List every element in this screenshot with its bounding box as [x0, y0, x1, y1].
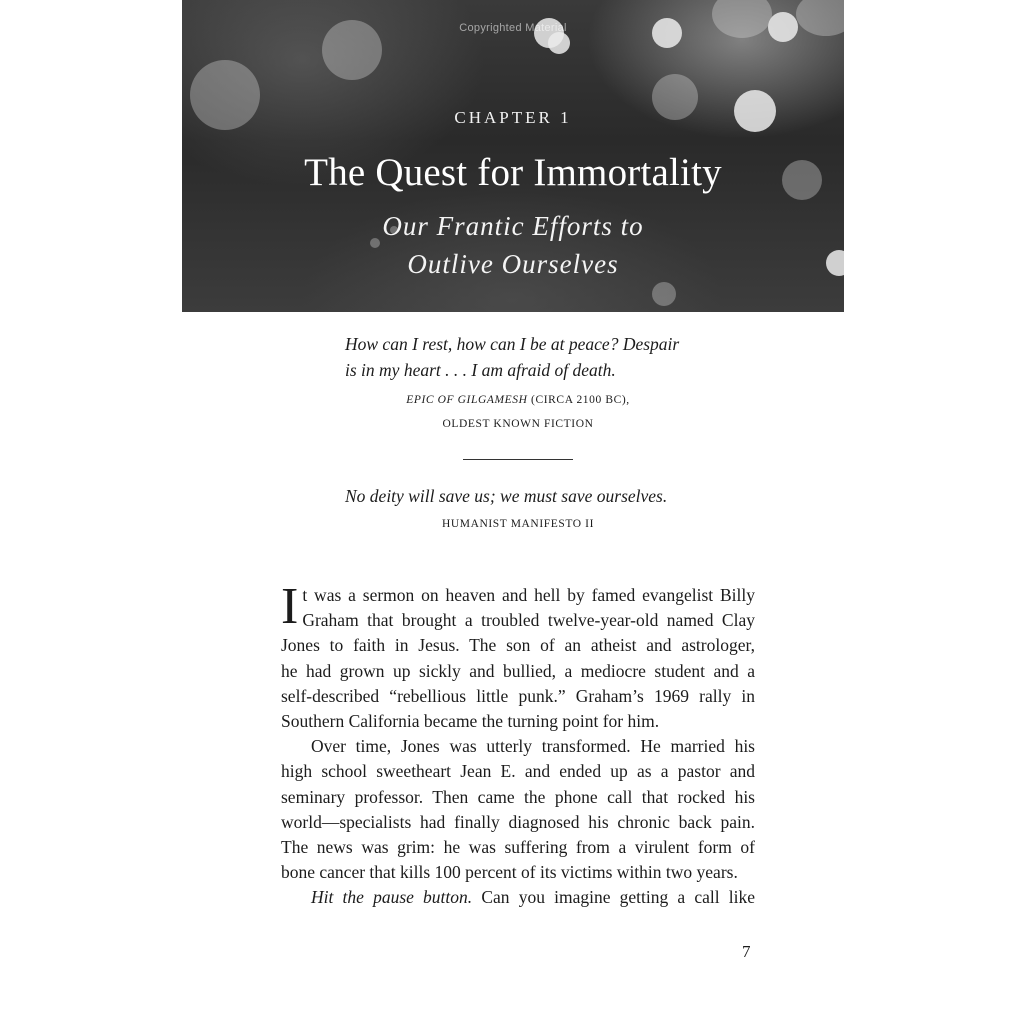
epigraph-quote-line: No deity will save us; we must save ourselves. [345, 486, 668, 506]
text-line: seminary professor. Then came the phone call that rocked his [281, 786, 755, 807]
text-line: world—specialists had finally diagnosed his chronic back pain. [281, 811, 755, 832]
text-line: high school sweetheart Jean E. and ended up as a pastor and [281, 761, 755, 782]
text-run: Can you imagine getting a call like [472, 887, 756, 908]
epigraph-attribution: HUMANIST MANIFESTO II [441, 518, 595, 530]
text-line: The news was grim: he was suffering from a virulent form of [281, 837, 755, 858]
chapter-label: CHAPTER 1 [454, 108, 572, 127]
text-line: Jones to faith in Jesus. The son of an atheist and astrologer, [281, 635, 755, 656]
text-line: self-described “rebellious little punk.” Graham’s 1969 rally in [281, 685, 755, 706]
text-line: he had grown up sickly and bullied, a mediocre student and a [281, 660, 755, 681]
page-number: 7 [742, 942, 751, 961]
drop-cap: I [281, 578, 299, 635]
epigraph-quote-line: is in my heart . . . I am afraid of death. [345, 360, 616, 380]
text-line: t was a sermon on heaven and hell by famed evangelist Billy [302, 585, 755, 605]
chapter-banner [182, 0, 844, 312]
epigraph-source-date: (CIRCA 2100 BC), [527, 394, 630, 406]
chapter-subtitle-line: Outlive Ourselves [407, 249, 619, 279]
epigraph-attribution [300, 394, 736, 406]
paragraph [281, 578, 755, 734]
text-line: bone cancer that kills 100 percent of its victims within two years. [281, 862, 738, 883]
bokeh-light [826, 250, 844, 276]
bokeh-light [548, 32, 570, 54]
text-line: Over time, Jones was utterly transformed. He married his [311, 736, 755, 757]
epigraph-quote-line: How can I rest, how can I be at peace? Despair [345, 334, 680, 354]
copyright-watermark: Copyrighted Material [459, 22, 567, 34]
epigraph-attribution: OLDEST KNOWN FICTION [442, 418, 594, 430]
paragraph [281, 734, 755, 885]
chapter-subtitle [332, 207, 694, 283]
epigraph-quote [345, 331, 705, 383]
italic-phrase: Hit the pause button. [311, 887, 473, 908]
text-line: Southern California became the turning point for him. [281, 711, 660, 732]
text-line [281, 885, 755, 910]
epigraph-quote [345, 483, 705, 509]
body-text [281, 578, 756, 911]
epigraph-source-title: EPIC OF GILGAMESH [406, 394, 528, 406]
chapter-subtitle-line: Our Frantic Efforts to [382, 211, 644, 241]
paragraph [281, 885, 755, 910]
section-divider [463, 459, 573, 460]
chapter-title: The Quest for Immortality [304, 151, 722, 194]
bokeh-light [652, 282, 676, 306]
text-line: Graham that brought a troubled twelve-year-old named Clay [302, 610, 755, 631]
